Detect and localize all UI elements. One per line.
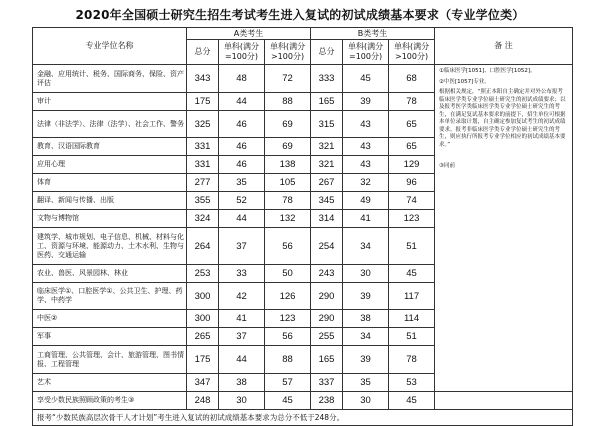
a-single-low: 41 [219,310,265,328]
a-single-high: 69 [265,111,311,138]
table-row [33,65,573,93]
b-total: 333 [311,65,343,93]
row-name: 应用心理 [33,156,187,174]
b-single-low: 39 [343,283,389,310]
b-single-high: 45 [389,265,435,283]
a-total: 248 [187,392,219,410]
b-single-low-header: 单科(满分=100分) [343,40,389,65]
b-single-low: 32 [343,174,389,192]
a-single-low: 42 [219,283,265,310]
a-total: 325 [187,111,219,138]
score-table [32,27,573,426]
note-1: ①临床医学[1051]、口腔医学[1052]。 [439,68,536,74]
a-single-high: 88 [265,93,311,111]
a-single-high: 56 [265,228,311,265]
remarks-header: 备 注 [435,28,573,65]
a-single-low: 46 [219,111,265,138]
a-single-low: 35 [219,174,265,192]
a-single-low: 44 [219,93,265,111]
b-single-high: 123 [389,210,435,228]
row-name: 法律（非法学）、法律（法学）、社会工作、警务 [33,111,187,138]
b-single-high: 45 [389,392,435,410]
a-single-low: 44 [219,346,265,374]
row-name: 教育、汉语国际教育 [33,138,187,156]
footer-note: 报考“少数民族高层次骨干人才计划”考生进入复试的初试成绩基本要求为总分不低于248分。 [33,410,573,426]
a-single-low: 33 [219,265,265,283]
a-single-high: 138 [265,156,311,174]
a-total-header: 总分 [187,40,219,65]
a-total: 175 [187,346,219,374]
note-2-body: 根据相关规定，“照正本阳自主确定并对外公布报考临床医学类专业学位硕士研究生的初试成绩要求；以及报考医学类临床医学类专业学位硕士研究生的考生，在满足复试基本要求的前提下，招生单位可根据本单位录取计划，自主确定参加复试考生的初试成绩要求。报考非临床医学类专业学位硕士研究生的考生，则应执行所报考专业学位相应的初试成绩基本要求。” [439,89,566,148]
b-single-high: 96 [389,174,435,192]
b-single-high: 53 [389,374,435,392]
b-single-high: 51 [389,328,435,346]
b-total: 345 [311,192,343,210]
b-single-low: 49 [343,192,389,210]
b-total: 337 [311,374,343,392]
b-total: 165 [311,93,343,111]
a-single-high: 123 [265,310,311,328]
row-name: 体育 [33,174,187,192]
b-single-low: 30 [343,265,389,283]
b-single-high: 117 [389,283,435,310]
a-total: 347 [187,374,219,392]
a-single-high: 57 [265,374,311,392]
b-single-low: 39 [343,346,389,374]
a-single-low: 37 [219,328,265,346]
note-2: ②中医[1057]专业。 [439,78,490,85]
row-name: 建筑学、城市规划、电子信息、机械、材料与化工、资源与环境、能源动力、土木水利、生物与医药、交通运输 [33,228,187,265]
b-total: 290 [311,310,343,328]
b-single-low: 34 [343,228,389,265]
b-total: 255 [311,328,343,346]
a-total: 355 [187,192,219,210]
row-name: 金融、应用统计、税务、国际商务、保险、资产评估 [33,65,187,93]
b-total: 321 [311,138,343,156]
a-single-low: 48 [219,65,265,93]
row-name: 翻译、新闻与传播、出版 [33,192,187,210]
row-name: 工商管理、公共管理、会计、旅游管理、图书情报、工程管理 [33,346,187,374]
b-total: 243 [311,265,343,283]
a-total: 277 [187,174,219,192]
b-single-high: 78 [389,346,435,374]
a-total: 175 [187,93,219,111]
b-single-high: 114 [389,310,435,328]
b-single-high: 68 [389,65,435,93]
a-single-high: 45 [265,392,311,410]
a-total: 324 [187,210,219,228]
row-name: 享受少数民族照顾政策的考生③ [33,392,187,410]
b-total: 321 [311,156,343,174]
a-total: 331 [187,138,219,156]
a-single-high: 69 [265,138,311,156]
b-single-low: 43 [343,111,389,138]
row-name: 农业、兽医、风景园林、林业 [33,265,187,283]
b-single-low: 43 [343,156,389,174]
b-single-high: 74 [389,192,435,210]
a-single-high: 78 [265,192,311,210]
footer-row [33,410,573,426]
b-total: 314 [311,210,343,228]
a-total: 300 [187,283,219,310]
a-single-high: 72 [265,65,311,93]
note-3: ③同前 [439,163,455,169]
a-single-low: 44 [219,210,265,228]
a-single-low: 46 [219,156,265,174]
b-single-high: 51 [389,228,435,265]
b-single-low: 39 [343,93,389,111]
a-single-high: 88 [265,346,311,374]
a-single-low: 30 [219,392,265,410]
a-single-high-header: 单科(满分>100分) [265,40,311,65]
b-single-low: 38 [343,310,389,328]
remarks-empty [435,392,573,410]
subject-header: 专业学位名称 [33,28,187,65]
b-single-low: 30 [343,392,389,410]
b-total: 165 [311,346,343,374]
a-single-high: 56 [265,328,311,346]
a-single-low: 52 [219,192,265,210]
remarks-cell [435,65,573,392]
b-total: 254 [311,228,343,265]
row-name: 临床医学①、口腔医学①、公共卫生、护理、药学、中药学 [33,283,187,310]
b-single-low: 34 [343,328,389,346]
b-single-low: 35 [343,374,389,392]
row-name: 审计 [33,93,187,111]
page-title: 2020年全国硕士研究生招生考试考生进入复试的初试成绩基本要求（专业学位类） [75,8,525,22]
b-single-high: 65 [389,111,435,138]
a-total: 253 [187,265,219,283]
b-total: 238 [311,392,343,410]
row-name: 文物与博物馆 [33,210,187,228]
b-total: 315 [311,111,343,138]
row-name: 艺术 [33,374,187,392]
b-single-low: 41 [343,210,389,228]
a-single-low: 38 [219,374,265,392]
b-total: 290 [311,283,343,310]
a-total: 331 [187,156,219,174]
a-single-high: 126 [265,283,311,310]
a-single-high: 50 [265,265,311,283]
a-single-low: 46 [219,138,265,156]
a-single-high: 105 [265,174,311,192]
b-single-high: 78 [389,93,435,111]
row-name: 中医② [33,310,187,328]
a-single-low: 37 [219,228,265,265]
a-total: 300 [187,310,219,328]
b-total: 267 [311,174,343,192]
row-name: 军事 [33,328,187,346]
b-single-high: 65 [389,138,435,156]
group-a-header: A类考生 [187,28,311,40]
a-single-high: 132 [265,210,311,228]
b-single-high-header: 单科(满分>100分) [389,40,435,65]
a-single-low-header: 单科(满分=100分) [219,40,265,65]
b-single-low: 43 [343,138,389,156]
table-row [33,392,573,410]
b-single-low: 45 [343,65,389,93]
group-b-header: B类考生 [311,28,435,40]
a-total: 264 [187,228,219,265]
b-single-high: 129 [389,156,435,174]
b-total-header: 总分 [311,40,343,65]
a-total: 265 [187,328,219,346]
a-total: 343 [187,65,219,93]
